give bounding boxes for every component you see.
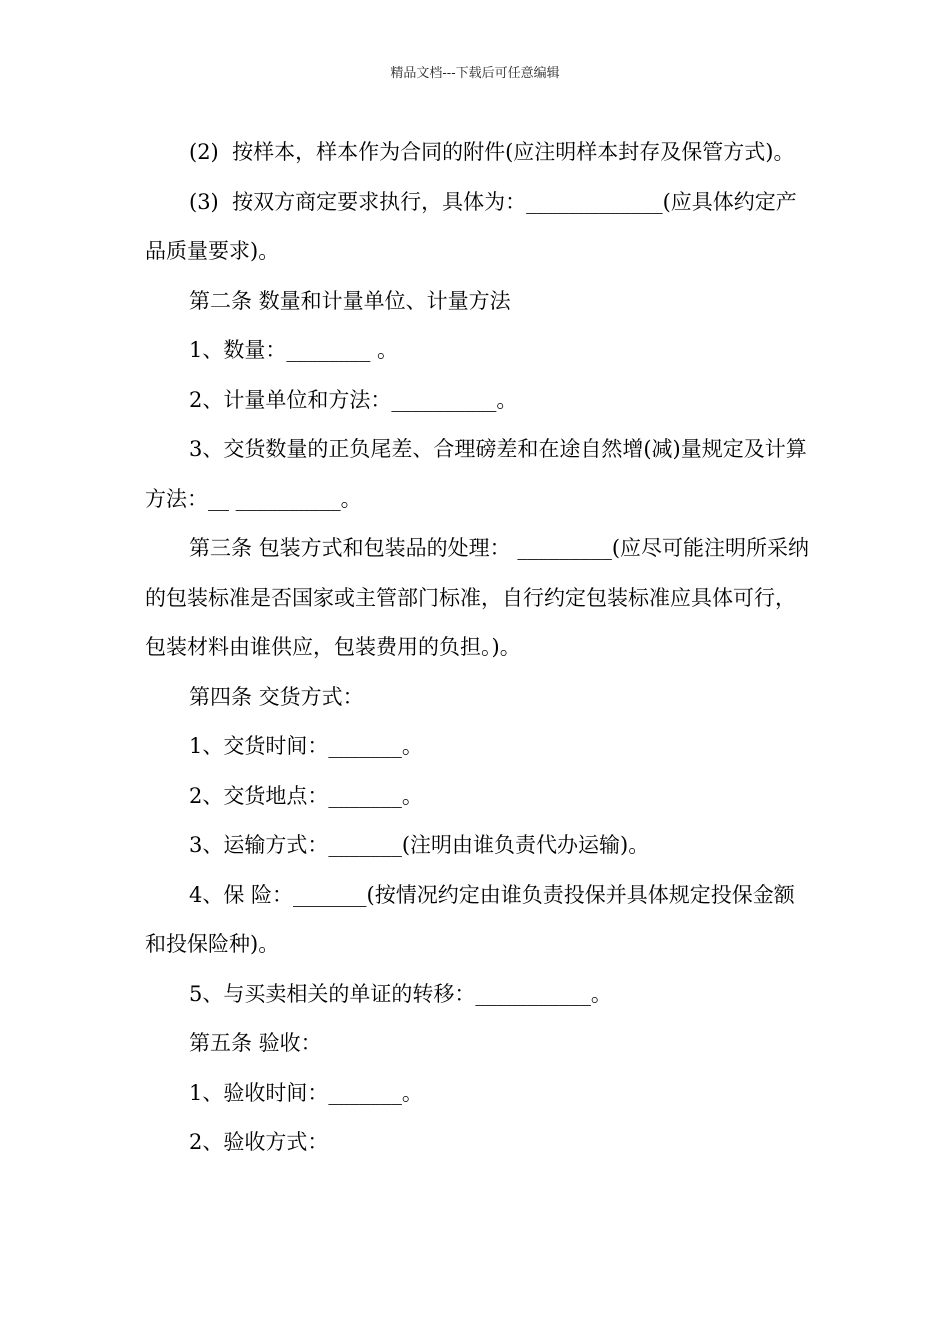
paragraph-delivery-place: 2、交货地点：_______。 [189, 783, 423, 808]
paragraph-insurance: 4、保 险：_______(按情况约定由谁负责投保并具体规定投保金额和投保险种)。 [145, 882, 795, 956]
document-body [145, 128, 810, 1168]
paragraph-document-transfer: 5、与买卖相关的单证的转移：___________。 [189, 981, 612, 1006]
paragraph-agreed-quality: (3) 按双方商定要求执行，具体为：_____________(应具体约定产品质量要求)。 [145, 189, 797, 263]
article-2-heading: 第二条 数量和计量单位、计量方法 [189, 288, 511, 313]
paragraph-measurement-unit: 2、计量单位和方法：__________。 [189, 387, 518, 412]
paragraph-acceptance-method: 2、验收方式： [189, 1130, 329, 1154]
article-5-heading: 第五条 验收： [189, 1031, 322, 1055]
paragraph-quantity-tolerance: 3、交货数量的正负尾差、合理磅差和在途自然增(减)量规定及计算方法：__ __________。 [145, 437, 807, 511]
paragraph-delivery-time: 1、交货时间：_______。 [189, 734, 423, 758]
page-header: 精品文档---下载后可任意编辑 [390, 66, 560, 81]
article-3-packaging: 第三条 包装方式和包装品的处理： _________(应尽可能注明所采纳的包装标准是否国家或主管部门标准，自行约定包装标准应具体可行，包装材料由谁供应，包装费用的负担。)。 [145, 536, 810, 659]
paragraph-transport-method: 3、运输方式：_______(注明由谁负责代办运输)。 [189, 833, 650, 857]
article-4-heading: 第四条 交货方式： [189, 684, 364, 709]
paragraph-quantity: 1、数量：________ 。 [189, 338, 399, 362]
paragraph-acceptance-time: 1、验收时间：_______。 [189, 1080, 423, 1105]
paragraph-sample-quality: (2) 按样本，样本作为合同的附件(应注明样本封存及保管方式)。 [189, 140, 795, 164]
